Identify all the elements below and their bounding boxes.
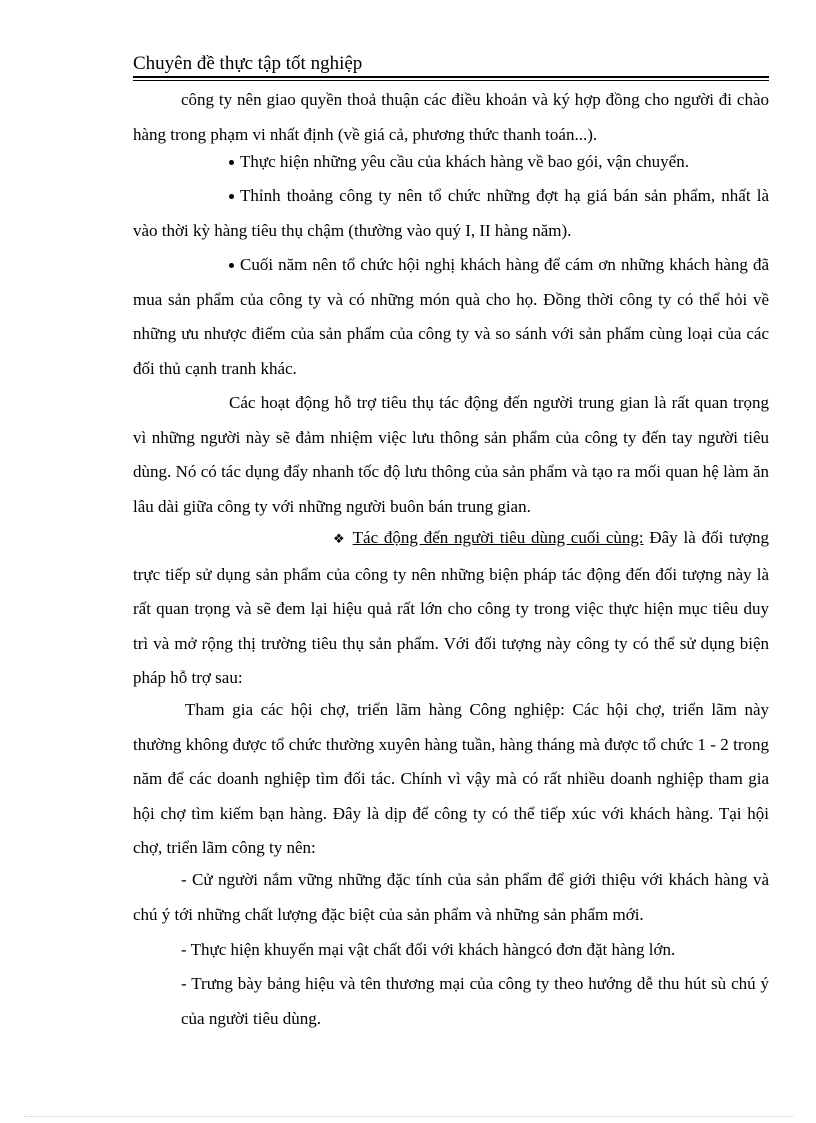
paragraph-6	[133, 521, 769, 696]
paragraph-9: - Thực hiện khuyến mại vật chất đối với khách hàngcó đơn đặt hàng lớn.	[181, 940, 676, 959]
page-header-title: Chuyên đề thực tập tốt nghiệp	[133, 53, 363, 74]
header-rule-thick	[133, 76, 769, 78]
paragraph-5: Các hoạt động hỗ trợ tiêu thụ tác động đến người trung gian là rất quan trọng vì những người này sẽ đảm nhiệm việc lưu thông sản phẩm của công ty đến tay người tiêu dùng. Nó có tác dụng đẩy nhanh tốc độ lưu thông của sản phẩm và tạo ra mối quan hệ làm ăn lâu dài giữa công ty với những người buôn bán trung gian.	[133, 393, 769, 516]
paragraph-3	[133, 179, 769, 248]
paragraph-4-text: Cuối năm nên tổ chức hội nghị khách hàng để cám ơn những khách hàng đã mua sản phẩm của công ty và có những món quà cho họ. Đồng thời công ty có thể hỏi về những ưu nhược điểm của sản phẩm của công ty và so sánh với sản phẩm cùng loại của các đối thủ cạnh tranh khác.	[133, 255, 769, 378]
page-bottom-border	[24, 1116, 794, 1117]
paragraph-6-text: Đây là đối tượng trực tiếp sử dụng sản phẩm của công ty nên những biện pháp tác động đến đối tượng này là rất quan trọng và sẽ đem lại hiệu quả rất lớn cho công ty trong việc thực hiện mục tiêu duy trì và mở rộng thị trường tiêu thụ sản phẩm. Với đối tượng này công ty có thể sử dụng biện pháp hỗ trợ sau:	[133, 528, 769, 688]
bullet-dot-icon	[229, 263, 234, 268]
paragraph-1: công ty nên giao quyền thoả thuận các điều khoản và ký hợp đồng cho người đi chào hàng trong phạm vi nhất định (về giá cả, phương thức thanh toán...).	[133, 90, 769, 144]
paragraph-10: - Trưng bày bảng hiệu và tên thương mại của công ty theo hướng dễ thu hút sù chú ý của người tiêu dùng.	[181, 974, 769, 1028]
bullet-dot-icon	[229, 194, 234, 199]
paragraph-2-text: Thực hiện những yêu cầu của khách hàng về bao gói, vận chuyển.	[240, 152, 689, 171]
bullet-dot-icon	[229, 160, 234, 165]
paragraph-7: Tham gia các hội chợ, triển lãm hàng Công nghiệp: Các hội chợ, triển lãm này thường không được tổ chức thường xuyên hàng tuần, hàng tháng mà được tổ chức 1 - 2 trong năm để các doanh nghiệp tìm đối tác. Chính vì vậy mà có rất nhiều doanh nghiệp tham gia hội chợ tìm kiếm bạn hàng. Đây là dịp để công ty có thể tiếp xúc với khách hàng. Tại hội chợ, triển lãm công ty nên:	[133, 700, 769, 858]
paragraph-4	[133, 248, 769, 386]
paragraph-3-text: Thỉnh thoảng công ty nên tổ chức những đợt hạ giá bán sản phẩm, nhất là vào thời kỳ hàng tiêu thụ chậm (thường vào quý I, II hàng năm).	[133, 186, 769, 240]
header-rule-thin	[133, 80, 769, 81]
paragraph-2	[133, 145, 769, 180]
section-heading-consumer: Tác động đến người tiêu dùng cuối cùng:	[352, 528, 644, 547]
paragraph-8: - Cử người nắm vững những đặc tính của sản phẩm để giới thiệu với khách hàng và chú ý tới những chất lượng đặc biệt của sản phẩm và những sản phẩm mới.	[133, 870, 769, 924]
diamond-bullet-icon: ❖	[333, 532, 345, 547]
